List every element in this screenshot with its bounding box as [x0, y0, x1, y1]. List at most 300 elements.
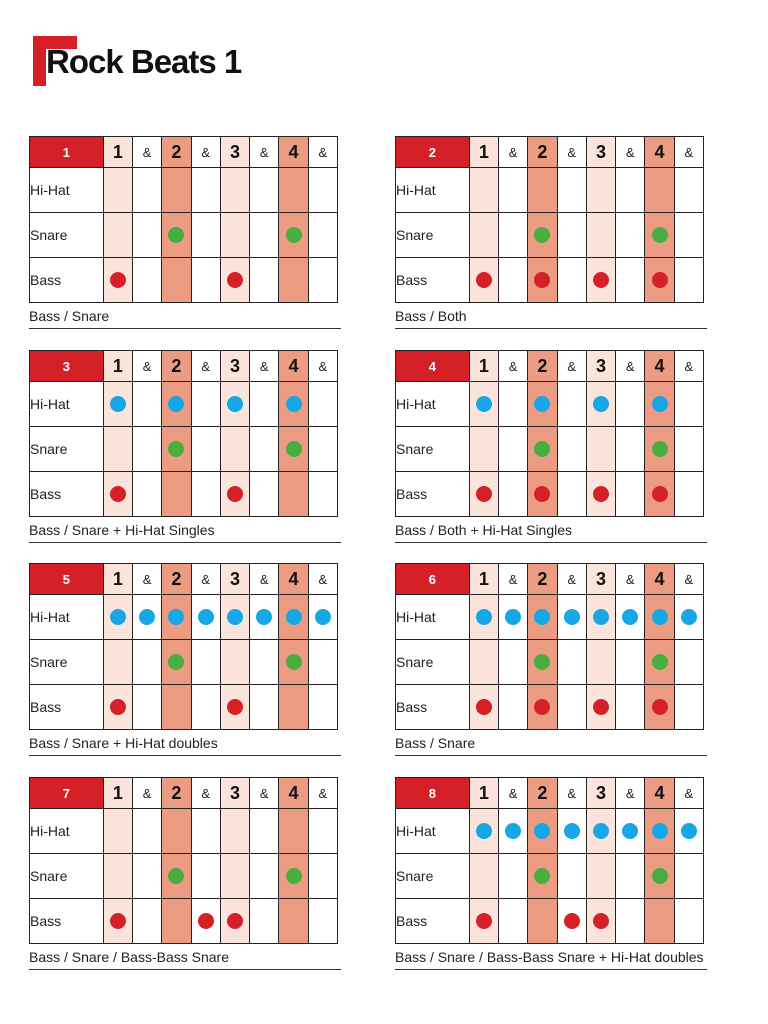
grid-cell	[308, 213, 337, 258]
count-row	[30, 564, 338, 595]
grid-cell	[586, 854, 615, 899]
instrument-label: Hi-Hat	[30, 382, 104, 427]
count-and: &	[498, 137, 527, 168]
count-beat: 1	[103, 778, 132, 809]
grid-cell	[528, 595, 557, 640]
hihat-note	[505, 609, 521, 625]
grid-cell	[674, 472, 703, 517]
instrument-label: Snare	[396, 640, 470, 685]
grid-cell	[469, 213, 498, 258]
grid-cell	[250, 382, 279, 427]
grid-cell	[103, 168, 132, 213]
count-beat: 4	[279, 778, 308, 809]
beat-caption: Bass / Snare / Bass-Bass Snare + Hi-Hat doubles	[395, 949, 707, 970]
grid-cell	[616, 213, 645, 258]
hihat-note	[315, 609, 331, 625]
grid-cell	[586, 258, 615, 303]
grid-cell	[616, 382, 645, 427]
count-and: &	[132, 351, 161, 382]
grid-cell	[469, 168, 498, 213]
instrument-row-snare	[30, 640, 338, 685]
hihat-note	[564, 823, 580, 839]
snare-note	[534, 868, 550, 884]
count-and: &	[191, 778, 220, 809]
grid-cell	[308, 640, 337, 685]
bass-note	[110, 913, 126, 929]
grid-cell	[279, 472, 308, 517]
hihat-note	[622, 609, 638, 625]
grid-cell	[616, 258, 645, 303]
grid-cell	[250, 427, 279, 472]
grid-cell	[469, 640, 498, 685]
count-beat: 4	[645, 564, 674, 595]
grid-cell	[308, 382, 337, 427]
instrument-label: Snare	[30, 640, 104, 685]
grid-cell	[645, 809, 674, 854]
count-row	[30, 351, 338, 382]
grid-cell	[674, 640, 703, 685]
count-beat: 3	[586, 564, 615, 595]
count-and: &	[308, 564, 337, 595]
bass-note	[534, 272, 550, 288]
count-beat: 2	[162, 564, 191, 595]
grid-cell	[103, 595, 132, 640]
grid-cell	[250, 640, 279, 685]
title-accent-bar	[33, 36, 46, 86]
count-and: &	[557, 351, 586, 382]
grid-cell	[162, 472, 191, 517]
beat-number: 1	[30, 137, 104, 168]
grid-cell	[308, 809, 337, 854]
count-beat: 3	[586, 778, 615, 809]
grid-cell	[250, 809, 279, 854]
hihat-note	[139, 609, 155, 625]
count-and: &	[308, 778, 337, 809]
instrument-row-snare	[30, 427, 338, 472]
bass-note	[593, 272, 609, 288]
count-and: &	[191, 351, 220, 382]
grid-cell	[528, 382, 557, 427]
grid-cell	[191, 427, 220, 472]
grid-cell	[132, 168, 161, 213]
grid-cell	[220, 685, 249, 730]
grid-cell	[162, 382, 191, 427]
count-beat: 4	[279, 351, 308, 382]
grid-cell	[250, 595, 279, 640]
grid-cell	[528, 685, 557, 730]
bass-note	[476, 272, 492, 288]
grid-cell	[279, 427, 308, 472]
grid-cell	[162, 258, 191, 303]
beat-pattern	[29, 563, 343, 756]
grid-cell	[557, 809, 586, 854]
hihat-note	[227, 609, 243, 625]
grid-cell	[162, 685, 191, 730]
count-beat: 4	[645, 778, 674, 809]
count-and: &	[250, 564, 279, 595]
grid-cell	[498, 595, 527, 640]
hihat-note	[198, 609, 214, 625]
bass-note	[110, 486, 126, 502]
beat-number: 6	[396, 564, 470, 595]
grid-cell	[498, 899, 527, 944]
grid-cell	[103, 685, 132, 730]
grid-cell	[220, 809, 249, 854]
grid-cell	[557, 168, 586, 213]
beat-grid	[29, 136, 338, 303]
beat-caption: Bass / Both	[395, 308, 707, 329]
hihat-note	[476, 823, 492, 839]
grid-cell	[674, 854, 703, 899]
count-beat: 1	[103, 351, 132, 382]
count-and: &	[557, 137, 586, 168]
beat-pattern	[395, 563, 709, 756]
count-row	[396, 137, 704, 168]
instrument-label: Hi-Hat	[396, 168, 470, 213]
instrument-label: Bass	[396, 899, 470, 944]
grid-cell	[674, 809, 703, 854]
grid-cell	[220, 472, 249, 517]
snare-note	[534, 441, 550, 457]
beat-pattern	[29, 777, 343, 970]
count-beat: 2	[162, 351, 191, 382]
count-beat: 3	[220, 778, 249, 809]
count-beat: 2	[528, 137, 557, 168]
beat-caption: Bass / Snare	[29, 308, 341, 329]
grid-cell	[674, 168, 703, 213]
snare-note	[286, 227, 302, 243]
grid-cell	[586, 472, 615, 517]
count-row	[30, 137, 338, 168]
bass-note	[198, 913, 214, 929]
count-and: &	[191, 137, 220, 168]
beat-grid	[395, 136, 704, 303]
grid-cell	[308, 258, 337, 303]
count-and: &	[132, 778, 161, 809]
grid-cell	[528, 809, 557, 854]
grid-cell	[279, 382, 308, 427]
hihat-note	[110, 609, 126, 625]
instrument-row-hihat	[396, 382, 704, 427]
beat-pattern	[29, 350, 343, 543]
grid-cell	[498, 640, 527, 685]
instrument-row-bass	[396, 899, 704, 944]
count-and: &	[557, 564, 586, 595]
hihat-note	[110, 396, 126, 412]
hihat-note	[681, 823, 697, 839]
grid-cell	[279, 854, 308, 899]
beat-pattern	[395, 136, 709, 329]
grid-cell	[308, 168, 337, 213]
hihat-note	[593, 609, 609, 625]
grid-cell	[191, 472, 220, 517]
bass-note	[652, 272, 668, 288]
grid-cell	[220, 213, 249, 258]
hihat-note	[227, 396, 243, 412]
grid-cell	[308, 854, 337, 899]
grid-cell	[498, 472, 527, 517]
grid-cell	[220, 427, 249, 472]
instrument-row-snare	[396, 427, 704, 472]
instrument-row-hihat	[396, 168, 704, 213]
grid-cell	[103, 427, 132, 472]
grid-cell	[103, 213, 132, 258]
bass-note	[593, 913, 609, 929]
grid-cell	[191, 213, 220, 258]
snare-note	[286, 441, 302, 457]
hihat-note	[286, 396, 302, 412]
grid-cell	[616, 685, 645, 730]
grid-cell	[191, 258, 220, 303]
bass-note	[110, 272, 126, 288]
snare-note	[286, 868, 302, 884]
grid-cell	[250, 258, 279, 303]
grid-cell	[220, 382, 249, 427]
grid-cell	[586, 382, 615, 427]
hihat-note	[476, 609, 492, 625]
count-beat: 2	[162, 778, 191, 809]
count-beat: 2	[528, 351, 557, 382]
grid-cell	[586, 595, 615, 640]
hihat-note	[622, 823, 638, 839]
grid-cell	[557, 258, 586, 303]
grid-cell	[674, 213, 703, 258]
grid-cell	[308, 685, 337, 730]
grid-cell	[308, 899, 337, 944]
instrument-row-hihat	[30, 595, 338, 640]
grid-cell	[132, 258, 161, 303]
bass-note	[110, 699, 126, 715]
instrument-row-snare	[30, 854, 338, 899]
instrument-row-bass	[30, 472, 338, 517]
count-beat: 4	[279, 137, 308, 168]
instrument-row-bass	[30, 899, 338, 944]
instrument-row-snare	[396, 854, 704, 899]
count-and: &	[557, 778, 586, 809]
grid-cell	[308, 472, 337, 517]
instrument-row-snare	[30, 213, 338, 258]
grid-cell	[557, 213, 586, 258]
count-and: &	[616, 351, 645, 382]
grid-cell	[162, 809, 191, 854]
grid-cell	[103, 809, 132, 854]
bass-note	[593, 486, 609, 502]
count-and: &	[498, 351, 527, 382]
grid-cell	[557, 685, 586, 730]
hihat-note	[564, 609, 580, 625]
grid-cell	[132, 685, 161, 730]
grid-cell	[616, 472, 645, 517]
snare-note	[168, 654, 184, 670]
count-and: &	[674, 351, 703, 382]
beat-number: 2	[396, 137, 470, 168]
instrument-label: Bass	[30, 472, 104, 517]
instrument-label: Bass	[30, 258, 104, 303]
instrument-label: Bass	[396, 472, 470, 517]
grid-cell	[469, 854, 498, 899]
count-and: &	[250, 778, 279, 809]
instrument-label: Snare	[396, 213, 470, 258]
beat-pattern	[395, 350, 709, 543]
instrument-row-bass	[396, 685, 704, 730]
bass-note	[593, 699, 609, 715]
count-beat: 1	[469, 564, 498, 595]
grid-cell	[528, 213, 557, 258]
count-row	[396, 351, 704, 382]
instrument-label: Snare	[30, 427, 104, 472]
hihat-note	[505, 823, 521, 839]
grid-cell	[645, 258, 674, 303]
grid-cell	[674, 899, 703, 944]
count-beat: 2	[162, 137, 191, 168]
instrument-row-hihat	[396, 595, 704, 640]
snare-note	[168, 227, 184, 243]
grid-cell	[250, 472, 279, 517]
beat-pattern	[29, 136, 343, 329]
grid-cell	[674, 258, 703, 303]
count-beat: 2	[528, 778, 557, 809]
grid-cell	[162, 427, 191, 472]
bass-note	[476, 486, 492, 502]
instrument-row-hihat	[396, 809, 704, 854]
grid-cell	[645, 854, 674, 899]
grid-cell	[528, 472, 557, 517]
grid-cell	[557, 472, 586, 517]
bass-note	[652, 699, 668, 715]
count-and: &	[308, 137, 337, 168]
grid-cell	[498, 854, 527, 899]
grid-cell	[191, 854, 220, 899]
beat-caption: Bass / Snare / Bass-Bass Snare	[29, 949, 341, 970]
count-beat: 1	[469, 351, 498, 382]
count-and: &	[132, 137, 161, 168]
hihat-note	[476, 396, 492, 412]
grid-cell	[132, 640, 161, 685]
grid-cell	[132, 595, 161, 640]
grid-cell	[162, 213, 191, 258]
bass-note	[227, 913, 243, 929]
grid-cell	[279, 899, 308, 944]
grid-cell	[557, 854, 586, 899]
grid-cell	[674, 427, 703, 472]
grid-cell	[103, 899, 132, 944]
grid-cell	[220, 168, 249, 213]
instrument-row-hihat	[30, 168, 338, 213]
count-and: &	[616, 137, 645, 168]
grid-cell	[220, 899, 249, 944]
grid-cell	[191, 809, 220, 854]
beat-caption: Bass / Snare + Hi-Hat doubles	[29, 735, 341, 756]
snare-note	[168, 441, 184, 457]
grid-cell	[528, 427, 557, 472]
grid-cell	[279, 595, 308, 640]
bass-note	[227, 699, 243, 715]
grid-cell	[528, 899, 557, 944]
grid-cell	[250, 685, 279, 730]
grid-cell	[498, 258, 527, 303]
grid-cell	[586, 685, 615, 730]
beat-number: 3	[30, 351, 104, 382]
instrument-label: Hi-Hat	[30, 809, 104, 854]
grid-cell	[674, 595, 703, 640]
grid-cell	[616, 809, 645, 854]
beat-grid	[395, 777, 704, 944]
grid-cell	[498, 213, 527, 258]
grid-cell	[220, 854, 249, 899]
grid-cell	[674, 685, 703, 730]
grid-cell	[645, 168, 674, 213]
count-and: &	[616, 778, 645, 809]
count-beat: 3	[220, 137, 249, 168]
count-and: &	[250, 351, 279, 382]
grid-cell	[279, 809, 308, 854]
hihat-note	[652, 609, 668, 625]
grid-cell	[469, 685, 498, 730]
grid-cell	[498, 168, 527, 213]
grid-cell	[103, 854, 132, 899]
instrument-label: Bass	[396, 685, 470, 730]
grid-cell	[498, 427, 527, 472]
instrument-label: Bass	[396, 258, 470, 303]
count-and: &	[308, 351, 337, 382]
grid-cell	[191, 168, 220, 213]
grid-cell	[557, 899, 586, 944]
grid-cell	[132, 472, 161, 517]
grid-cell	[162, 595, 191, 640]
count-beat: 1	[103, 137, 132, 168]
instrument-label: Snare	[396, 427, 470, 472]
instrument-label: Snare	[396, 854, 470, 899]
count-beat: 4	[645, 137, 674, 168]
grid-cell	[586, 213, 615, 258]
grid-cell	[645, 595, 674, 640]
count-beat: 1	[469, 778, 498, 809]
count-beat: 3	[220, 351, 249, 382]
grid-cell	[279, 685, 308, 730]
beat-number: 5	[30, 564, 104, 595]
beat-number: 8	[396, 778, 470, 809]
grid-cell	[616, 854, 645, 899]
hihat-note	[168, 609, 184, 625]
instrument-label: Hi-Hat	[396, 382, 470, 427]
grid-cell	[220, 258, 249, 303]
grid-cell	[674, 382, 703, 427]
instrument-row-snare	[396, 640, 704, 685]
instrument-row-bass	[396, 258, 704, 303]
grid-cell	[557, 640, 586, 685]
count-beat: 1	[469, 137, 498, 168]
grid-cell	[162, 899, 191, 944]
grid-cell	[645, 899, 674, 944]
grid-cell	[469, 595, 498, 640]
hihat-note	[652, 823, 668, 839]
grid-cell	[586, 809, 615, 854]
grid-cell	[191, 595, 220, 640]
beat-number: 7	[30, 778, 104, 809]
count-and: &	[191, 564, 220, 595]
count-and: &	[498, 778, 527, 809]
grid-cell	[616, 640, 645, 685]
grid-cell	[279, 640, 308, 685]
beat-pattern	[395, 777, 709, 970]
hihat-note	[593, 396, 609, 412]
instrument-label: Hi-Hat	[30, 595, 104, 640]
beat-grid	[395, 350, 704, 517]
grid-cell	[557, 427, 586, 472]
grid-cell	[103, 382, 132, 427]
grid-cell	[191, 685, 220, 730]
beat-grid	[29, 777, 338, 944]
